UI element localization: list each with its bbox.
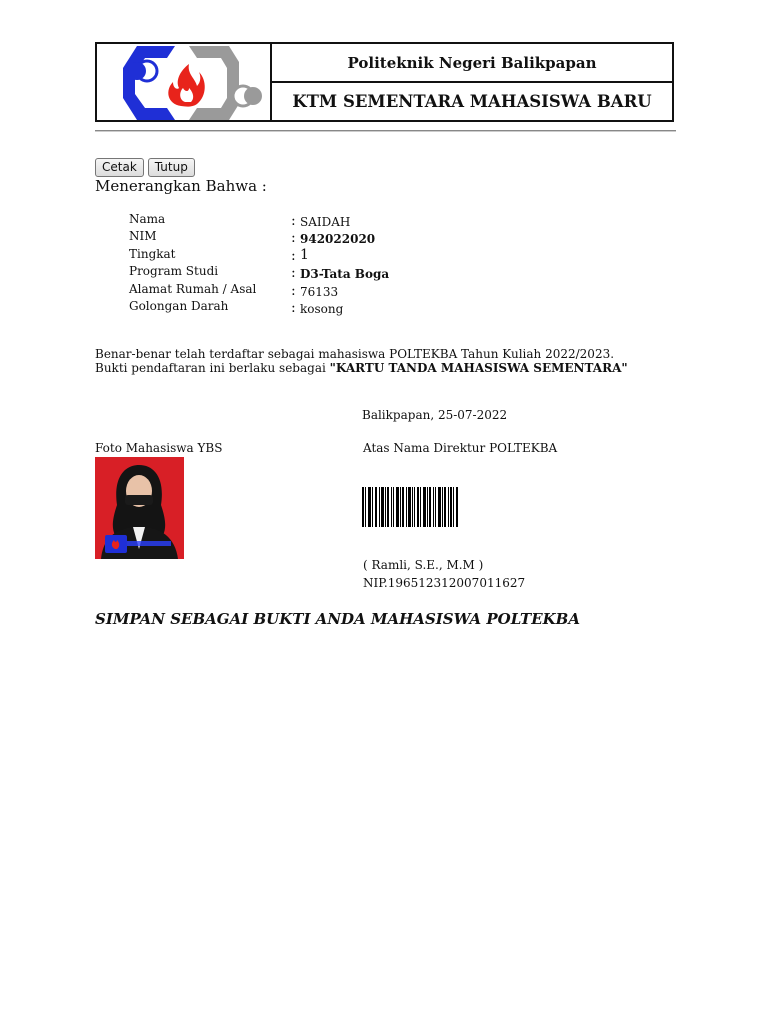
statement-emphasis: "KARTU TANDA MAHASISWA SEMENTARA": [329, 361, 628, 375]
on-behalf-label: Atas Nama Direktur POLTEKBA: [363, 441, 558, 455]
logo-cell: [97, 44, 272, 120]
info-label: Program Studi: [129, 264, 219, 279]
header-divider: [95, 130, 676, 132]
student-blood-type: kosong: [300, 301, 344, 316]
student-address: 76133: [300, 284, 339, 299]
print-button[interactable]: Cetak: [95, 158, 144, 177]
close-button[interactable]: Tutup: [148, 158, 195, 177]
poltekba-logo: [97, 44, 267, 122]
intro-text: Menerangkan Bahwa :: [95, 177, 267, 195]
info-colon: :: [291, 299, 296, 316]
signer-name: ( Ramli, S.E., M.M ): [363, 558, 484, 572]
statement-prefix: Bukti pendaftaran ini berlaku sebagai: [95, 361, 330, 375]
institution-name: Politeknik Negeri Balikpapan: [272, 44, 672, 83]
info-label: Tingkat: [129, 246, 176, 261]
info-colon: :: [291, 265, 296, 282]
photo-label: Foto Mahasiswa YBS: [95, 441, 223, 455]
info-label: Alamat Rumah / Asal: [129, 281, 257, 296]
info-label: NIM: [129, 229, 157, 244]
signature-barcode: [362, 487, 468, 527]
document-header: [95, 42, 674, 122]
statement-line-2: [95, 361, 628, 375]
city-date: Balikpapan, 25-07-2022: [362, 408, 508, 422]
info-colon: :: [291, 213, 296, 229]
info-colon: :: [291, 282, 296, 299]
student-name: SAIDAH: [300, 215, 351, 229]
student-program: D3-Tata Boga: [300, 267, 390, 282]
student-photo: [95, 457, 184, 559]
signer-nip: NIP.196512312007011627: [363, 576, 526, 590]
action-buttons: [95, 158, 195, 177]
info-label: Golongan Darah: [129, 298, 229, 313]
student-nim: 942022020: [300, 232, 376, 247]
document-title: KTM SEMENTARA MAHASISWA BARU: [292, 92, 652, 111]
registration-statement: [95, 347, 628, 375]
info-label: Nama: [129, 212, 166, 226]
info-colon: :: [291, 230, 296, 247]
statement-line-1: Benar-benar telah terdaftar sebagai mahasiswa POLTEKBA Tahun Kuliah 2022/2023.: [95, 347, 615, 361]
info-colon: :: [291, 247, 296, 264]
footer-note: SIMPAN SEBAGAI BUKTI ANDA MAHASISWA POLTEKBA: [95, 610, 580, 628]
student-level: 1: [300, 246, 309, 263]
